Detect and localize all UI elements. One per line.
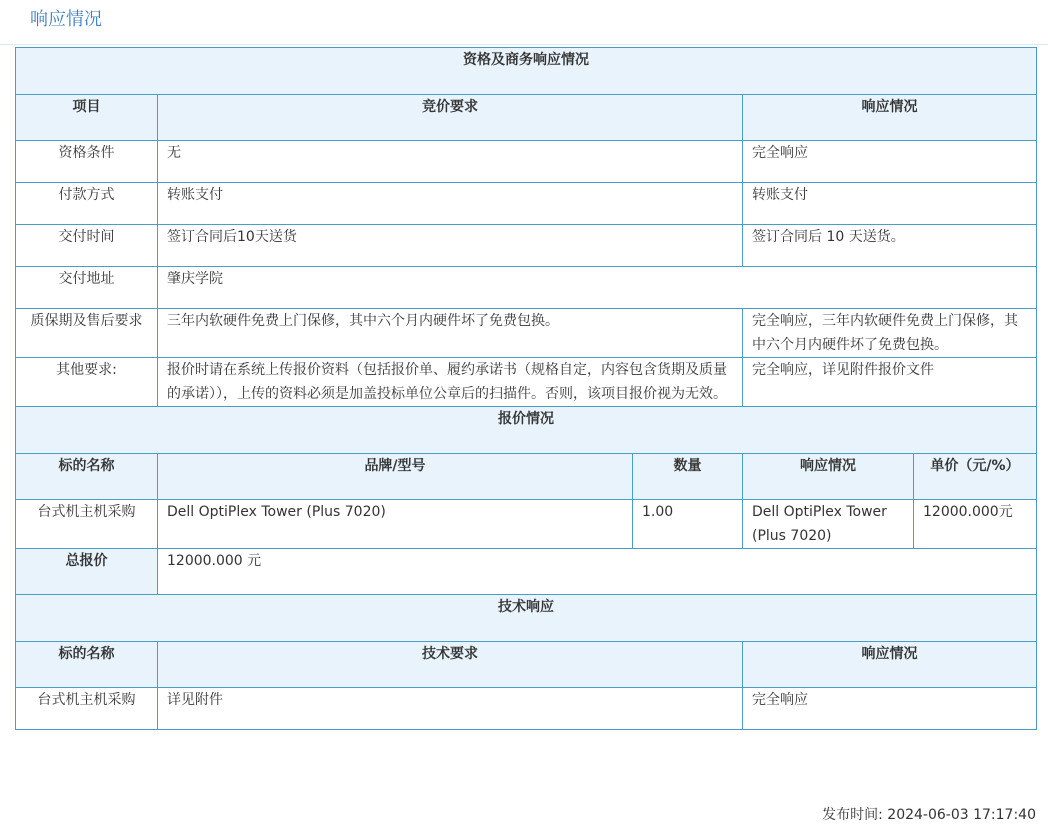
table-row [16,688,1037,730]
row-price: 12000.000元 [914,500,1037,549]
row-requirement: 转账支付 [158,183,743,225]
column-header-requirement: 竞价要求 [158,95,743,141]
column-header-brand: 品牌/型号 [158,454,633,500]
row-requirement: 签订合同后10天送货 [158,225,743,267]
row-qty: 1.00 [633,500,743,549]
table-row [16,500,1037,549]
row-response: 签订合同后 10 天送货。 [743,225,1037,267]
table-row [16,225,1037,267]
row-item: 其他要求: [16,358,158,407]
row-brand: Dell OptiPlex Tower (Plus 7020) [158,500,633,549]
publish-time: 发布时间: 2024-06-03 17:17:40 [822,807,1036,823]
row-item: 交付时间 [16,225,158,267]
row-item: 付款方式 [16,183,158,225]
page-title: 响应情况 [30,9,102,30]
table-row [16,358,1037,407]
row-response: 转账支付 [743,183,1037,225]
row-requirement: 三年内软硬件免费上门保修，其中六个月内硬件坏了免费包换。 [158,309,743,358]
table-row [16,183,1037,225]
table-header-row [16,95,1037,141]
row-response: Dell OptiPlex Tower (Plus 7020) [743,500,914,549]
total-value: 12000.000 元 [158,549,1037,595]
row-requirement: 无 [158,141,743,183]
column-header-name: 标的名称 [16,454,158,500]
column-header-item: 项目 [16,95,158,141]
section-header-technical [16,595,1037,642]
table-header-row [16,642,1037,688]
row-requirement: 报价时请在系统上传报价资料（包括报价单、履约承诺书（规格自定，内容包含货期及质量的承诺）），上传的资料必须是加盖投标单位公章后的扫描件。否则，该项目报价视为无效。 [158,358,743,407]
section-title: 报价情况 [16,407,1037,454]
title-divider [0,44,1048,45]
response-table [15,47,1037,730]
column-header-price: 单价（元/%） [914,454,1037,500]
row-response: 完全响应，三年内软硬件免费上门保修，其中六个月内硬件坏了免费包换。 [743,309,1037,358]
row-item: 交付地址 [16,267,158,309]
table-row [16,267,1037,309]
section-header-quote [16,407,1037,454]
row-response: 完全响应 [743,141,1037,183]
table-row [16,309,1037,358]
column-header-response: 响应情况 [743,95,1037,141]
row-response: 完全响应，详见附件报价文件 [743,358,1037,407]
column-header-response: 响应情况 [743,642,1037,688]
total-row [16,549,1037,595]
row-name: 台式机主机采购 [16,688,158,730]
row-item: 资格条件 [16,141,158,183]
row-item: 质保期及售后要求 [16,309,158,358]
table-row [16,141,1037,183]
section-title: 资格及商务响应情况 [16,48,1037,95]
section-header-qualification [16,48,1037,95]
row-requirement: 详见附件 [158,688,743,730]
column-header-name: 标的名称 [16,642,158,688]
column-header-requirement: 技术要求 [158,642,743,688]
row-response: 完全响应 [743,688,1037,730]
table-header-row [16,454,1037,500]
column-header-response: 响应情况 [743,454,914,500]
row-name: 台式机主机采购 [16,500,158,549]
row-requirement: 肇庆学院 [158,267,1037,309]
section-title: 技术响应 [16,595,1037,642]
total-label: 总报价 [16,549,158,595]
column-header-qty: 数量 [633,454,743,500]
